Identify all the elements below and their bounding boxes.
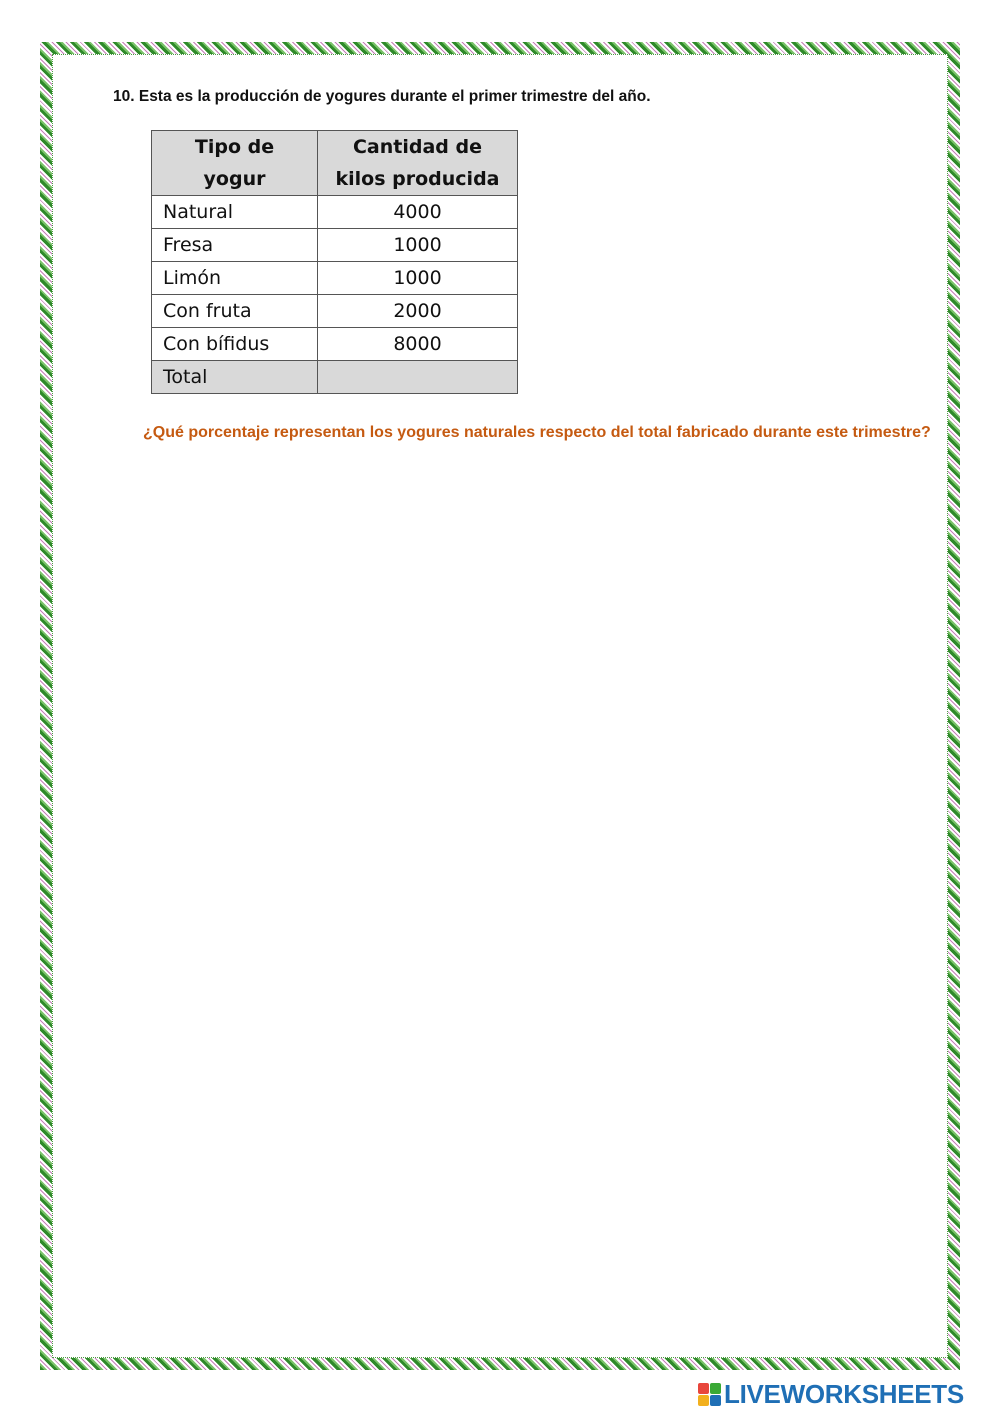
header-type xyxy=(152,131,318,196)
watermark-text: LIVEWORKSHEETS xyxy=(724,1378,964,1409)
table-header-row xyxy=(152,131,518,196)
table-row xyxy=(152,295,518,328)
row-qty-limon: 1000 xyxy=(318,262,518,295)
logo-square-green xyxy=(710,1383,721,1394)
yogurt-production-table xyxy=(151,130,518,394)
total-value-field[interactable] xyxy=(318,361,518,394)
row-type-con-fruta: Con fruta xyxy=(152,295,318,328)
question-title: 10. Esta es la producción de yogures durante el primer trimestre del año. xyxy=(113,88,651,105)
table-row xyxy=(152,196,518,229)
row-type-fresa: Fresa xyxy=(152,229,318,262)
question-prompt: ¿Qué porcentaje representan los yogures naturales respecto del total fabricado durante este trimestre? xyxy=(143,424,931,441)
row-qty-con-fruta: 2000 xyxy=(318,295,518,328)
header-quantity-line1: Cantidad de xyxy=(352,136,482,158)
logo-square-red xyxy=(698,1383,709,1394)
header-quantity xyxy=(318,131,518,196)
liveworksheets-watermark xyxy=(698,1380,964,1408)
row-qty-fresa: 1000 xyxy=(318,229,518,262)
row-qty-natural: 4000 xyxy=(318,196,518,229)
table-row xyxy=(152,328,518,361)
total-label: Total xyxy=(152,361,318,394)
row-type-limon: Limón xyxy=(152,262,318,295)
header-type-line1: Tipo de xyxy=(194,136,275,158)
table-row xyxy=(152,262,518,295)
row-type-con-bifidus: Con bífidus xyxy=(152,328,318,361)
row-type-natural: Natural xyxy=(152,196,318,229)
logo-square-blue xyxy=(710,1395,721,1406)
liveworksheets-logo-icon xyxy=(698,1383,721,1406)
header-quantity-line2: kilos producida xyxy=(335,168,500,190)
row-qty-con-bifidus: 8000 xyxy=(318,328,518,361)
logo-square-yellow xyxy=(698,1395,709,1406)
table-total-row xyxy=(152,361,518,394)
table-row xyxy=(152,229,518,262)
header-type-line2: yogur xyxy=(203,168,266,190)
